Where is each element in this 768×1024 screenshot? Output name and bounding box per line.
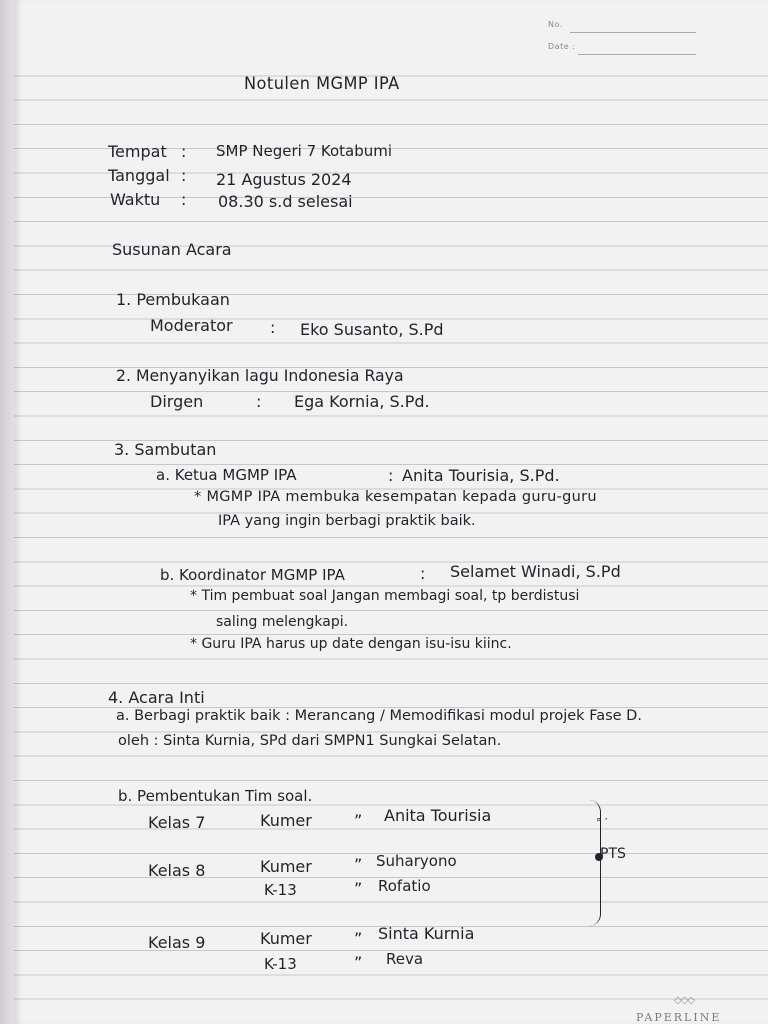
no-line <box>570 32 696 33</box>
moderator-label: Moderator <box>150 316 233 335</box>
brand-name: PAPERLINE <box>636 1011 722 1024</box>
waktu-colon: : <box>181 190 187 209</box>
sambutan-b-note-1: * Tim pembuat soal Jangan membagi soal, tp berdistusi <box>190 588 580 604</box>
item-4-title: 4. Acara Inti <box>108 688 205 707</box>
kelas-9-ditto-1: ” <box>354 929 363 948</box>
dirgen-value: Ega Kornia, S.Pd. <box>294 392 430 411</box>
item-2-title: 2. Menyanyikan lagu Indonesia Raya <box>116 366 404 385</box>
kelas-9-curriculum-1: Kumer <box>260 929 312 948</box>
date-label: Date : <box>548 42 576 51</box>
date-line <box>578 54 696 55</box>
item-3-title: 3. Sambutan <box>114 440 217 459</box>
kelas-9-label: Kelas 9 <box>148 933 206 952</box>
kelas-9-name-1: Sinta Kurnia <box>378 924 475 943</box>
sambutan-b-value: Selamet Winadi, S.Pd <box>450 562 621 581</box>
kelas-9-ditto-2: ” <box>354 953 363 972</box>
kelas-8-label: Kelas 8 <box>148 861 206 880</box>
kelas-8-ditto-1: ” <box>354 855 363 874</box>
sambutan-a-note-1: * MGMP IPA membuka kesempatan kepada guru-guru <box>194 489 597 505</box>
kelas-9-curriculum-2: K-13 <box>264 955 297 973</box>
pts-label: PTS <box>600 846 626 862</box>
sambutan-b-colon: : <box>420 564 426 583</box>
kelas-9-name-2: Reva <box>386 950 424 968</box>
acara-inti-b-title: b. Pembentukan Tim soal. <box>118 787 313 805</box>
sambutan-a-colon: : <box>388 466 394 485</box>
tempat-label: Tempat <box>108 142 167 161</box>
kelas-8-ditto-2: ” <box>354 879 363 898</box>
kelas-8-curriculum-1: Kumer <box>260 857 312 876</box>
tempat-colon: : <box>181 142 187 161</box>
no-label: No. <box>548 20 563 29</box>
sambutan-b-note-2: saling melengkapi. <box>216 614 349 630</box>
sambutan-b-note-3: * Guru IPA harus up date dengan isu-isu kiinc. <box>190 636 512 652</box>
sambutan-a-value: Anita Tourisia, S.Pd. <box>402 466 560 485</box>
kelas-8-curriculum-2: K-13 <box>264 881 297 899</box>
page-left-edge <box>0 0 14 1024</box>
sambutan-b-line: b. Koordinator MGMP IPA <box>160 566 345 584</box>
kelas-7-label: Kelas 7 <box>148 813 206 832</box>
sambutan-a-line: a. Ketua MGMP IPA <box>156 466 297 484</box>
kelas-8-name-2: Rofatio <box>378 877 431 895</box>
tempat-value: SMP Negeri 7 Kotabumi <box>216 142 393 160</box>
acara-inti-a-line-1: a. Berbagi praktik baik : Merancang / Memodifikasi modul projek Fase D. <box>116 708 642 724</box>
dirgen-colon: : <box>256 392 262 411</box>
page-title: Notulen MGMP IPA <box>244 74 400 94</box>
brand-logo-icon: ◇◇◇ <box>674 995 695 1006</box>
tanggal-label: Tanggal <box>108 166 170 185</box>
sambutan-a-note-2: IPA yang ingin berbagi praktik baik. <box>218 513 476 529</box>
bracket-marks: ° ′ <box>596 816 608 829</box>
kelas-7-name: Anita Tourisia <box>384 806 492 825</box>
moderator-colon: : <box>270 318 276 337</box>
notebook-page <box>14 0 768 1024</box>
susunan-acara-heading: Susunan Acara <box>112 240 232 259</box>
acara-inti-a-line-2: oleh : Sinta Kurnia, SPd dari SMPN1 Sungkai Selatan. <box>118 733 502 749</box>
kelas-7-curriculum: Kumer <box>260 811 312 830</box>
tanggal-colon: : <box>181 166 187 185</box>
waktu-label: Waktu <box>110 190 161 209</box>
waktu-value: 08.30 s.d selesai <box>218 192 353 211</box>
kelas-7-ditto: ” <box>354 811 363 830</box>
kelas-8-name-1: Suharyono <box>376 852 457 870</box>
tanggal-value: 21 Agustus 2024 <box>216 170 352 189</box>
moderator-value: Eko Susanto, S.Pd <box>300 320 444 339</box>
dirgen-label: Dirgen <box>150 392 204 411</box>
item-1-title: 1. Pembukaan <box>116 290 230 309</box>
